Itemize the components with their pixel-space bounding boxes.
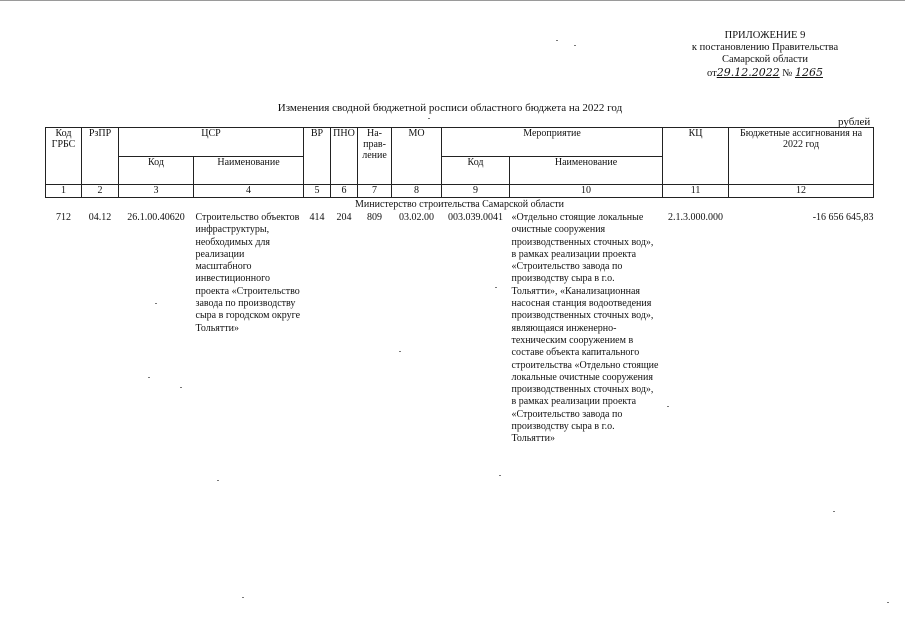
scan-speck xyxy=(148,377,150,378)
column-number: 9 xyxy=(442,185,510,198)
scan-speck xyxy=(495,287,497,288)
handwritten-number: 1265 xyxy=(794,66,823,79)
date-prefix: от xyxy=(707,68,717,79)
header-rzpr: РзПР xyxy=(82,128,119,185)
cell-mo: 03.02.00 xyxy=(399,212,435,223)
cell-csr-code: 26.1.00.40620 xyxy=(127,212,185,223)
column-number: 11 xyxy=(663,185,729,198)
column-number: 8 xyxy=(392,185,442,198)
column-number: 3 xyxy=(119,185,194,198)
column-number: 10 xyxy=(510,185,663,198)
ministry-row xyxy=(46,198,874,213)
column-number: 2 xyxy=(82,185,119,198)
appendix-title: ПРИЛОЖЕНИЕ 9 xyxy=(724,30,806,41)
cell-pno: 204 xyxy=(336,212,352,223)
column-number: 6 xyxy=(331,185,358,198)
cell-rzpr: 04.12 xyxy=(88,212,112,223)
header-vr: ВР xyxy=(304,128,331,185)
header-kc: КЦ xyxy=(663,128,729,185)
scan-speck xyxy=(155,303,157,304)
header-csr-code: Код xyxy=(119,157,194,185)
scan-speck xyxy=(833,511,835,512)
header-direction: На-прав-ление xyxy=(358,128,392,185)
cell-csr-name: Строительство объектов инфраструктуры, необходимых для реализации масштабного инвестиционного проекта «Строительство завода по производству сыра в городском округе Тольятти» xyxy=(195,212,301,334)
table-row xyxy=(46,212,874,446)
column-number: 5 xyxy=(304,185,331,198)
scan-speck xyxy=(399,351,401,352)
currency-unit: рублей xyxy=(838,116,871,128)
cell-grbs: 712 xyxy=(56,212,71,223)
scan-speck xyxy=(887,602,889,603)
scan-speck xyxy=(574,45,576,46)
scan-speck xyxy=(217,480,219,481)
header-allocations: Бюджетные ассигнования на 2022 год xyxy=(729,128,874,185)
appendix-date-line xyxy=(640,67,890,80)
ministry-name: Министерство строительства Самарской области xyxy=(355,199,565,210)
budget-table xyxy=(45,127,874,446)
header-event-name: Наименование xyxy=(510,157,663,185)
column-number: 4 xyxy=(194,185,304,198)
header-csr-name: Наименование xyxy=(194,157,304,185)
header-mo: МО xyxy=(392,128,442,185)
header-csr: ЦСР xyxy=(119,128,304,157)
cell-event-name: «Отдельно стоящие локальные очистные сооружения производственных сточных вод», в рамках реализации проекта «Строительство завода по производству сыра в г.о. Тольятти», «Канализационная насосная станция водоотведения производственных сточных вод», являющаяся инженерно-техническим сооружением в составе объекта капитального строительства «Отдельно стоящие локальные очистные сооружения производственных сточных вод», в рамках реализации проекта «Строительство завода по производству сыра в г.о. Тольятти» xyxy=(511,212,659,445)
column-number: 12 xyxy=(729,185,874,198)
cell-amount: -16 656 645,83 xyxy=(812,212,874,223)
cell-direction: 809 xyxy=(367,212,383,223)
header-grbs: Код ГРБС xyxy=(46,128,82,185)
appendix-decree: к постановлению Правительства xyxy=(691,42,839,53)
column-number: 7 xyxy=(358,185,392,198)
cell-vr: 414 xyxy=(309,212,325,223)
scan-speck xyxy=(667,406,669,407)
scan-speck xyxy=(180,387,182,388)
header-event-code: Код xyxy=(442,157,510,185)
header-pno: ПНО xyxy=(331,128,358,185)
column-number: 1 xyxy=(46,185,82,198)
cell-kc: 2.1.3.000.000 xyxy=(668,212,724,223)
appendix-region: Самарской области xyxy=(722,54,808,65)
header-event: Мероприятие xyxy=(442,128,663,157)
scan-top-edge xyxy=(0,0,905,1)
document-title: Изменения сводной бюджетной росписи областного бюджета на 2022 год xyxy=(277,102,623,114)
scan-speck xyxy=(428,118,430,119)
appendix-block xyxy=(640,30,890,80)
scan-speck xyxy=(556,40,558,41)
column-number-row xyxy=(46,185,874,198)
handwritten-date: 29.12.2022 xyxy=(716,66,780,79)
scan-speck xyxy=(499,475,501,476)
scan-speck xyxy=(242,597,244,598)
number-prefix: № xyxy=(782,68,793,79)
cell-event-code: 003.039.0041 xyxy=(448,212,504,223)
